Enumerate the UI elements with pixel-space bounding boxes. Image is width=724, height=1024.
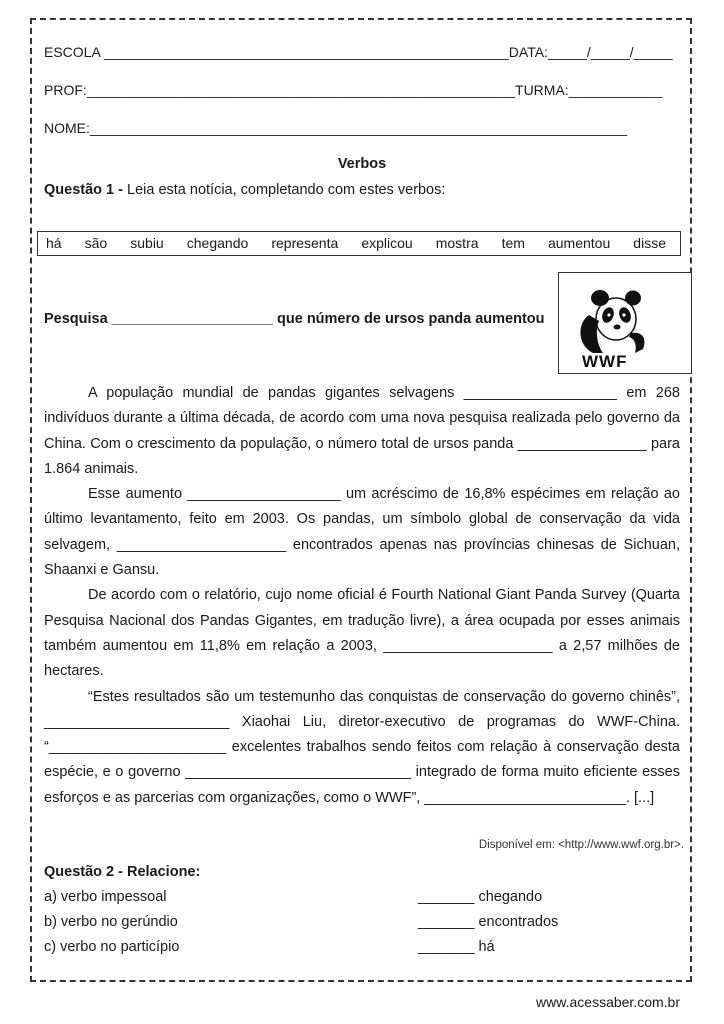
school-date-line: ESCOLA ____________________________________________________DATA:_____/_____/_____ — [44, 44, 673, 60]
footer-url: www.acessaber.com.br — [536, 994, 680, 1010]
question-2-title: Questão 2 - Relacione: — [44, 864, 201, 880]
headline-start: Pesquisa ____________________ — [44, 311, 273, 327]
q2-right-item: _______ há — [418, 939, 495, 955]
name-line: NOME:_____________________________________________________________________ — [44, 120, 628, 136]
verb-item: chegando — [186, 234, 249, 251]
q2-right-item: _______ encontrados — [418, 914, 559, 930]
q2-left-item: b) verbo no gerúndio — [44, 914, 178, 930]
wwf-logo — [558, 272, 692, 374]
verb-item: disse — [633, 234, 666, 251]
question-1-text: Leia esta notícia, completando com estes verbos: — [127, 182, 446, 198]
headline-end: que número de ursos panda aumentou — [277, 311, 545, 327]
verb-item: há — [46, 234, 62, 251]
prof-class-line: PROF:_______________________________________________________TURMA:____________ — [44, 82, 663, 98]
article-paragraph: De acordo com o relatório, cujo nome oficial é Fourth National Giant Panda Survey (Quarta Pesquisa Nacional dos Pandas Gigantes, em tradução livre), a área ocupada por esses animais também aumentou em 11,8% em relação a 2003, _____________________ a 2,57 milhões de hectares. — [44, 587, 680, 680]
news-headline — [44, 311, 545, 327]
verb-item: explicou — [361, 234, 413, 251]
q2-left-item: c) verbo no particípio — [44, 939, 180, 955]
q2-right-item: _______ chegando — [418, 889, 543, 905]
verb-item: aumentou — [547, 234, 611, 251]
article-paragraph: Esse aumento ___________________ um acréscimo de 16,8% espécimes em relação ao último levantamento, feito em 2003. Os pandas, um símbolo global de conservação da vida selvagem, _____________________ encontrados apenas nas províncias chinesas de Sichuan, Shaanxi e Gansu. — [44, 486, 680, 579]
news-article — [44, 381, 680, 811]
verb-item: são — [84, 234, 108, 251]
page-title: Verbos — [337, 156, 387, 172]
q2-left-item: a) verbo impessoal — [44, 889, 167, 905]
verb-item: mostra — [435, 234, 479, 251]
question-1-prompt — [44, 182, 445, 198]
verb-item: representa — [271, 234, 339, 251]
panda-icon — [559, 273, 693, 375]
svg-text:WWF: WWF — [582, 352, 628, 371]
verb-item: tem — [501, 234, 525, 251]
verb-item: subiu — [130, 234, 164, 251]
article-paragraph: A população mundial de pandas gigantes selvagens ___________________ em 268 indivíduos durante a última década, de acordo com uma nova pesquisa realizada pelo governo da China. Com o crescimento da população, o número total de ursos panda ________________ para 1.864 animais. — [44, 385, 680, 477]
source-citation: Disponível em: <http://www.wwf.org.br>. — [478, 839, 684, 851]
verb-bank — [37, 231, 681, 256]
question-1-label: Questão 1 - — [44, 182, 123, 198]
article-paragraph: “Estes resultados são um testemunho das conquistas de conservação do governo chinês”, _______________________ Xiaohai Liu, diretor-executivo de programas do WWF-China. “______________________ excelentes trabalhos sendo feitos com relação à conservação desta espécie, e o governo ____________________________ integrado de forma muito eficiente esses esforços e as parcerias com organizações, como o WWF”, _________________________. [...] — [44, 688, 680, 806]
